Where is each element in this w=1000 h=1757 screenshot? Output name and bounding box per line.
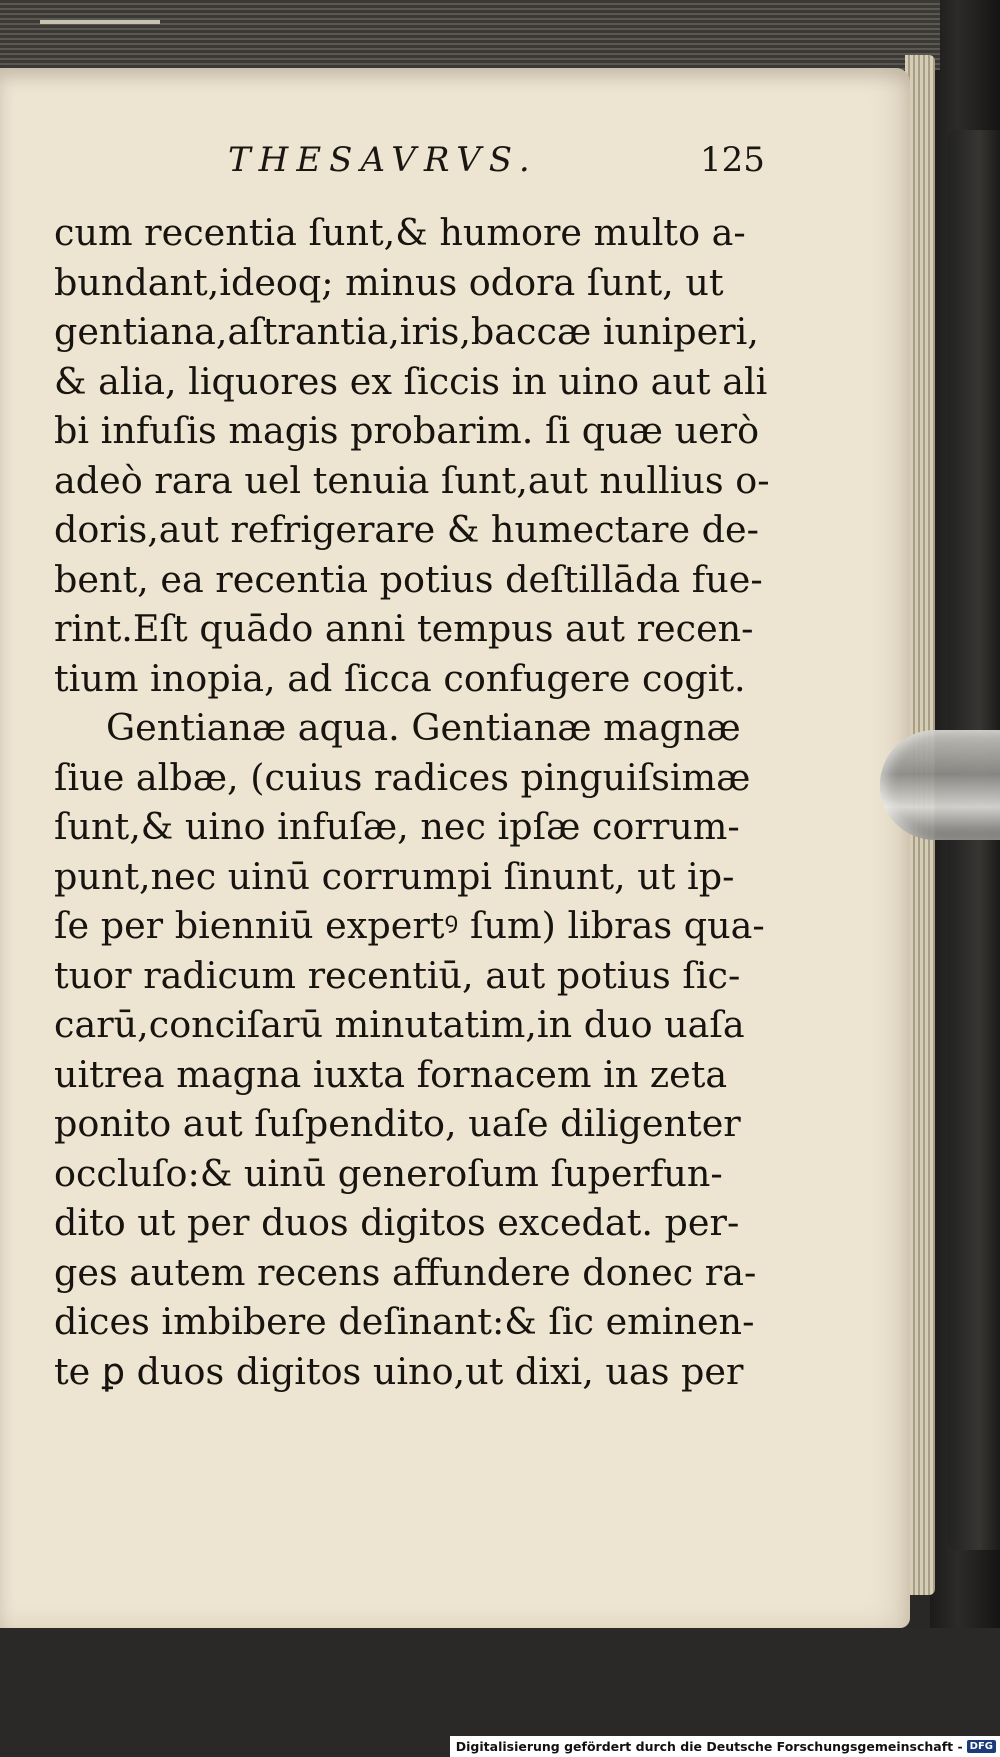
text-line: adeò rara uel tenuia ſunt,aut nullius o- xyxy=(54,458,770,502)
text-line: ſe per bienniū expertꝰ ſum) libras qua- xyxy=(54,904,765,947)
body-text xyxy=(54,208,794,1396)
text-line: occluſo:& uinū generoſum ſuperfun- xyxy=(54,1151,723,1195)
text-line: ſunt,& uino infuſæ, nec ipſæ corrum- xyxy=(54,805,740,848)
text-line: te ꝑ duos digitos uino,ut dixi, uas per xyxy=(54,1349,744,1393)
paragraph-heading-line: Gentianæ aqua. Gentianæ magnæ xyxy=(106,706,741,749)
text-line: dices imbibere deſinant:& ſic eminen- xyxy=(54,1300,755,1343)
text-line: bundant,ideoq; minus odora ſunt, ut xyxy=(54,260,724,304)
running-head: THESAVRVS. xyxy=(228,140,538,180)
glass-page-clip xyxy=(880,730,1000,840)
paper-sliver xyxy=(40,20,160,24)
attribution-footer xyxy=(450,1736,1000,1757)
text-line: carū,conciſarū minutatim,in duo uaſa xyxy=(54,1003,745,1046)
page-block-top-edges xyxy=(0,0,940,70)
text-line: cum recentia ſunt,& humore multo a- xyxy=(54,211,746,254)
text-line: dito ut per duos digitos excedat. per- xyxy=(54,1201,740,1244)
text-line: bi infuſis magis probarim. ſi quæ uerò xyxy=(54,409,760,452)
text-line: ponito aut ſuſpendito, uaſe diligenter xyxy=(54,1102,741,1145)
text-line: & alia, liquores ex ſiccis in uino aut ali xyxy=(54,359,768,403)
text-line: uitrea magna iuxta fornacem in zeta xyxy=(54,1052,728,1096)
page-number: 125 xyxy=(700,140,765,180)
text-line: punt,nec uinū corrumpi ſinunt, ut ip- xyxy=(54,854,735,898)
text-line: ges autem recens affundere donec ra- xyxy=(54,1250,757,1294)
text-line: gentiana,aſtrantia,iris,baccæ iuniperi, xyxy=(54,310,759,353)
dfg-logo: DFG xyxy=(967,1740,996,1753)
text-line: tium inopia, ad ſicca confugere cogit. xyxy=(54,656,746,700)
text-line: doris,aut refrigerare & humectare de- xyxy=(54,508,759,551)
text-line: bent, ea recentia potius deſtillāda fue- xyxy=(54,557,763,601)
book-cover-band xyxy=(948,130,1000,1550)
text-line: rint.Eſt quādo anni tempus aut recen- xyxy=(54,607,754,650)
text-line: tuor radicum recentiū, aut potius ſic- xyxy=(54,953,741,997)
text-line: ſiue albæ, (cuius radices pinguiſsimæ xyxy=(54,755,751,799)
attribution-text: Digitalisierung gefördert durch die Deutsche Forschungsgemeinschaft - xyxy=(455,1739,963,1754)
